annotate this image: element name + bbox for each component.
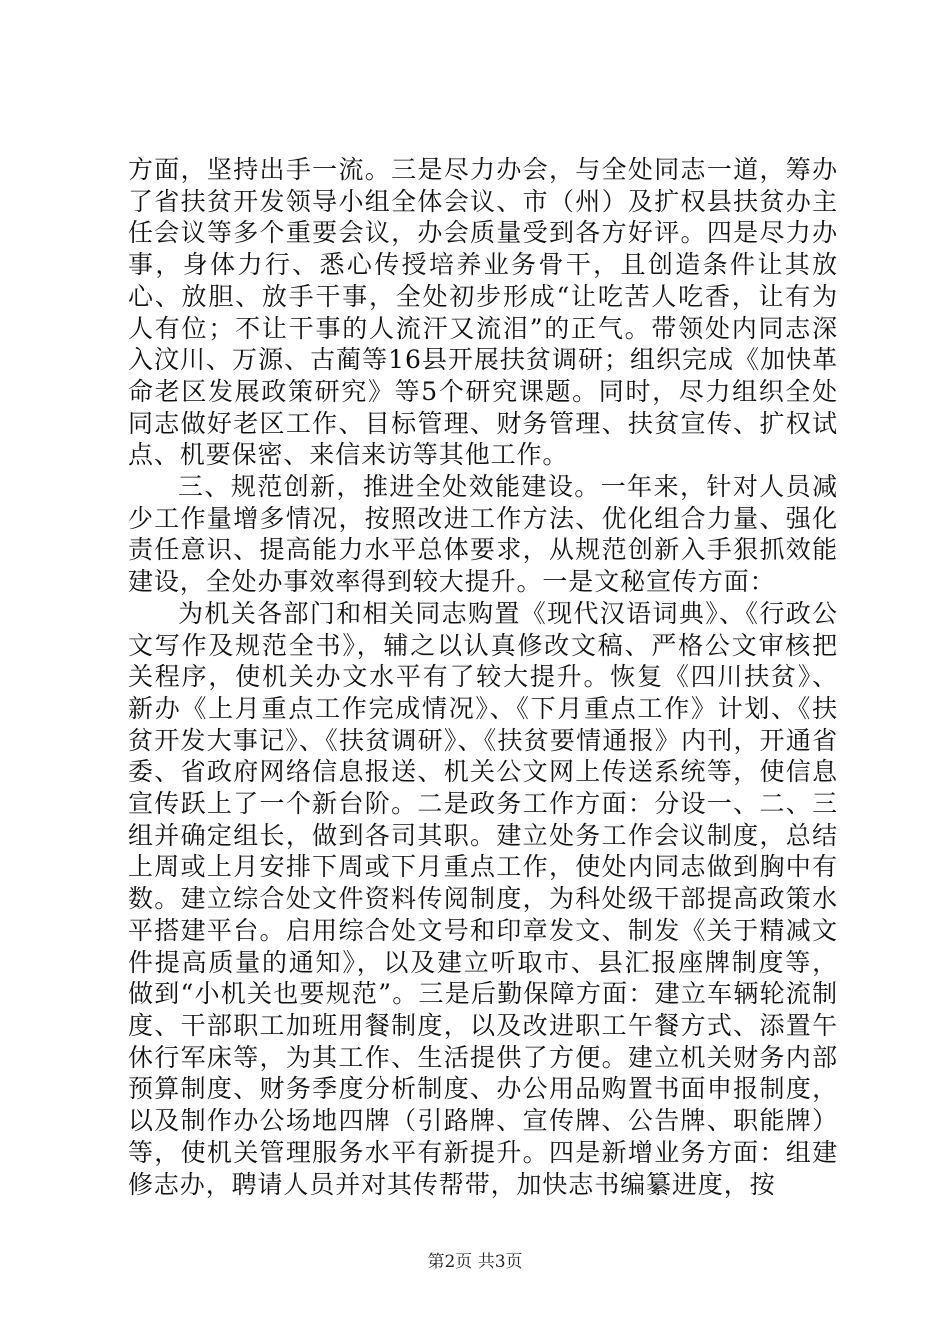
paragraph-continuation: 方面，坚持出手一流。三是尽力办会，与全处同志一道，筹办了省扶贫开发领导小组全体会议、市（州）及扩权县扶贫办主任会议等多个重要会议，办会质量受到各方好评。四是尽力办事，身体力行、悉心传授培养业务骨干，且创造条件让其放心、放胆、放手干事，全处初步形成“让吃苦人吃香，让有为人有位；不让干事的人流汗又流泪”的正气。带领处内同志深入汶川、万源、古蔺等16县开展扶贫调研；组织完成《加快革命老区发展政策研究》等5个研究课题。同时，尽力组织全处同志做好老区工作、目标管理、财务管理、扶贫宣传、扩权试点、机要保密、来信来访等其他工作。 bbox=[128, 155, 838, 470]
paragraph-office-details: 为机关各部门和相关同志购置《现代汉语词典》、《行政公文写作及规范全书》，辅之以认真修改文稿、严格公文审核把关程序，使机关办文水平有了较大提升。恢复《四川扶贫》、新办《上月重点工作完成情况》、《下月重点工作》计划、《扶贫开发大事记》、《扶贫调研》、《扶贫要情通报》内刊，开通省委、省政府网络信息报送、机关公文网上传送系统等，使信息宣传跃上了一个新台阶。二是政务工作方面：分设一、二、三组并确定组长，做到各司其职。建立处务工作会议制度，总结上周或上月安排下周或下月重点工作，使处内同志做到胸中有数。建立综合处文件资料传阅制度，为科处级干部提高政策水平搭建平台。启用综合处文号和印章发文、制发《关于精减文件提高质量的通知》，以及建立听取市、县汇报座牌制度等，做到“小机关也要规范”。三是后勤保障方面：建立车辆轮流制度、干部职工加班用餐制度，以及改进职工午餐方式、添置午休行军床等，为其工作、生活提供了方便。建立机关财务内部预算制度、财务季度分析制度、办公用品购置书面申报制度，以及制作办公场地四牌（引路牌、宣传牌、公告牌、职能牌）等，使机关管理服务水平有新提升。四是新增业务方面：组建修志办，聘请人员并对其传帮带，加快志书编纂进度，按 bbox=[128, 598, 838, 1199]
document-body bbox=[128, 154, 838, 1200]
page-footer: 第2页 共3页 bbox=[427, 1252, 523, 1272]
paragraph-section-three: 三、规范创新，推进全处效能建设。一年来，针对人员减少工作量增多情况，按照改进工作方法、优化组合力量、强化责任意识、提高能力水平总体要求，从规范创新入手狠抓效能建设，全处办事效率得到较大提升。一是文秘宣传方面： bbox=[128, 472, 838, 597]
